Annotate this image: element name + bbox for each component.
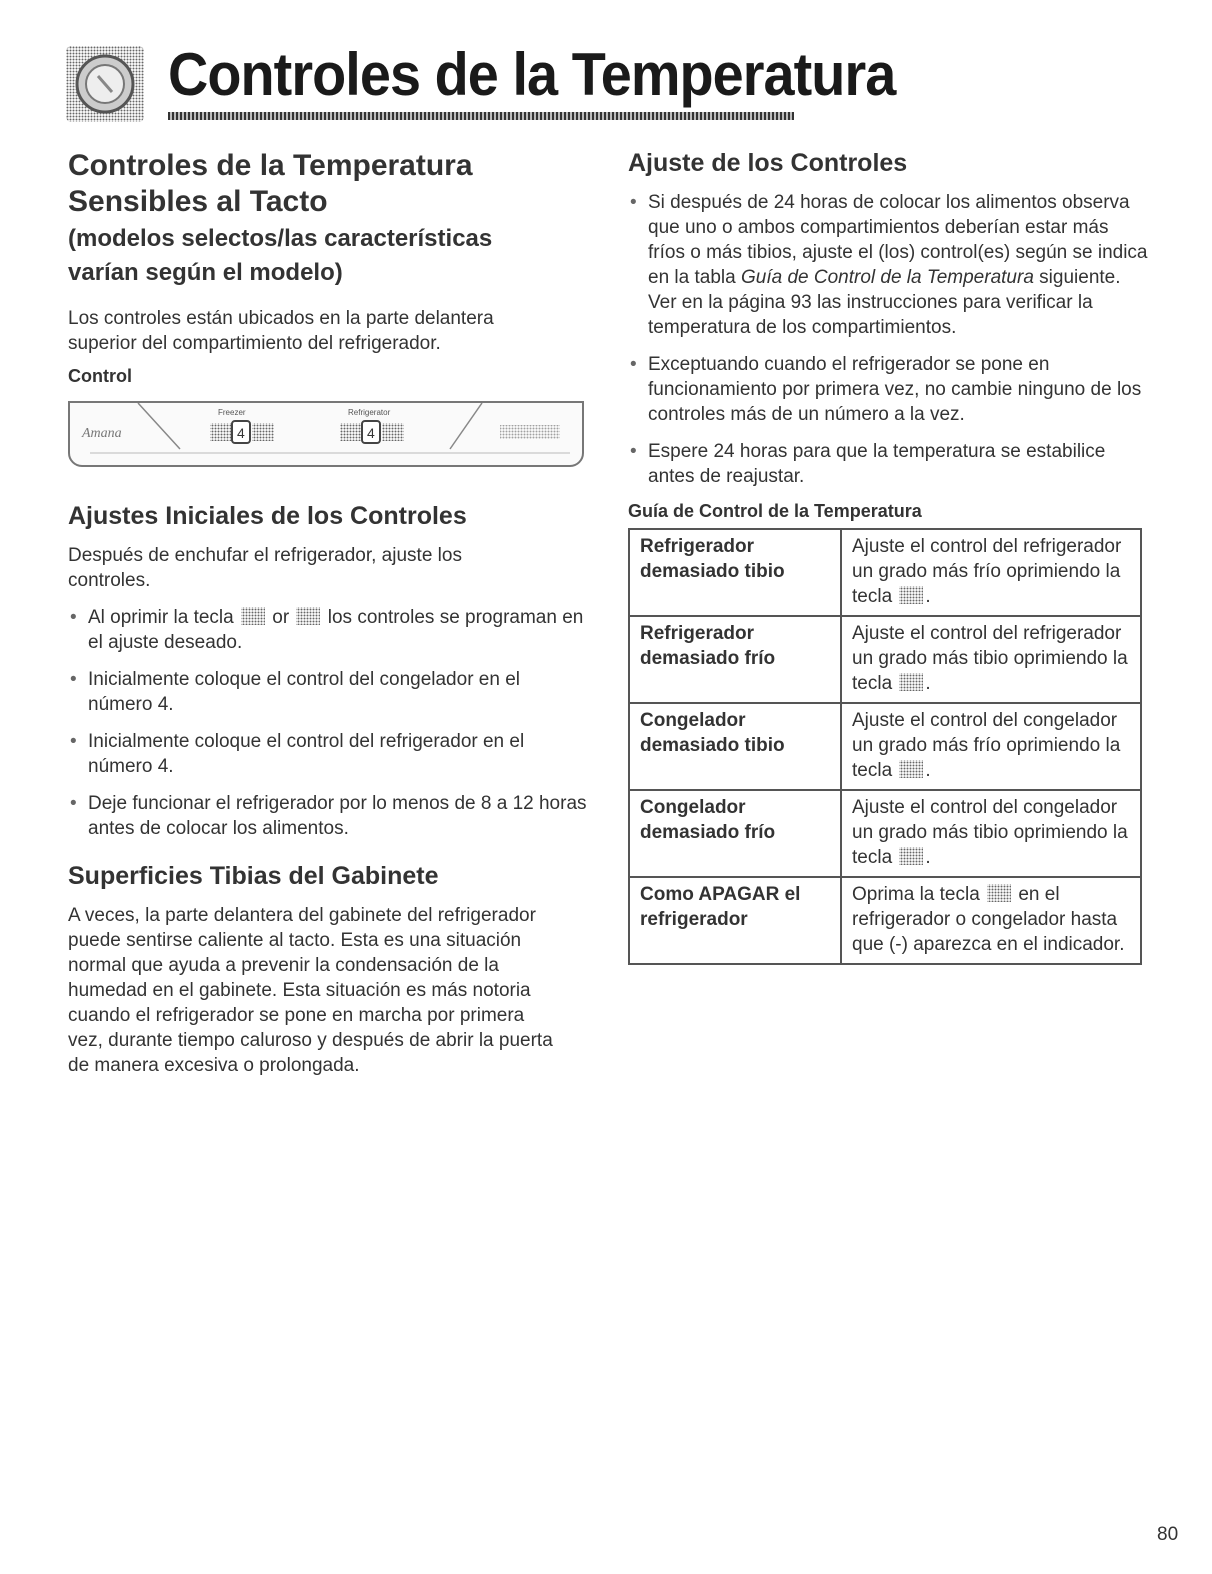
action-text: Ajuste el control del congelador un grado más frío oprimiendo la tecla <box>852 710 1121 781</box>
action-tail: . <box>925 673 931 694</box>
bullet1-text-a: Al oprimir la tecla <box>88 607 234 628</box>
list-item: • Inicialmente coloque el control del refrigerador en el número 4. <box>68 729 588 779</box>
table-row <box>629 529 1141 616</box>
initial-settings-intro: Después de enchufar el refrigerador, ajuste los controles. <box>68 545 462 591</box>
sub-heading-line1: (modelos selectos/las características <box>68 225 493 252</box>
warmer-key-icon <box>897 671 925 693</box>
action-tail: . <box>925 760 931 781</box>
dial-icon <box>66 46 144 122</box>
list-item: • Espere 24 horas para que la temperatura se estabilice antes de reajustar. <box>628 439 1148 489</box>
main-heading <box>68 148 588 220</box>
panel-freezer-value: 4 <box>237 425 245 441</box>
sub-heading-line2: varían según el modelo) <box>68 259 343 286</box>
bullet1-text-b: or <box>272 607 290 628</box>
bullet1-text-c: los controles se programan en el ajuste deseado. <box>88 607 584 653</box>
header-rule <box>168 112 794 120</box>
adjust-b1-text-a: Si después de 24 horas de colocar los alimentos observa que uno o ambos compartimientos deberían estar más fríos o más tibios, ajuste el (los) control(es) según se indica en la tabla <box>648 192 1148 288</box>
warmer-key-icon <box>897 845 925 867</box>
list-item <box>628 190 1148 340</box>
adjust-heading: Ajuste de los Controles <box>628 149 908 177</box>
initial-settings-list <box>68 605 588 841</box>
table-cell-condition: Congelador demasiado frío <box>629 790 841 877</box>
adjust-b1-italic: Guía de Control de la Temperatura <box>740 267 1034 288</box>
sub-heading <box>68 222 588 290</box>
temperature-guide-table <box>628 528 1142 965</box>
action-text-b: en el refrigerador o congelador hasta que (-) aparezca en el indicador. <box>852 884 1125 955</box>
table-cell-action <box>841 790 1141 877</box>
warmer-key-icon <box>239 605 267 627</box>
list-item: • Inicialmente coloque el control del congelador en el número 4. <box>68 667 588 717</box>
colder-key-icon <box>897 758 925 780</box>
intro-text: Los controles están ubicados en la parte delantera superior del compartimiento del refrigerador. <box>68 308 494 354</box>
warm-surfaces-heading: Superficies Tibias del Gabinete <box>68 862 439 890</box>
main-heading-line1: Controles de la Temperatura <box>68 149 473 182</box>
colder-key-icon <box>897 584 925 606</box>
table-row <box>629 703 1141 790</box>
table-cell-condition: Refrigerador demasiado tibio <box>629 529 841 616</box>
panel-refrigerator-value: 4 <box>367 425 375 441</box>
left-column <box>68 148 588 1078</box>
page-header <box>66 40 896 126</box>
action-tail: . <box>925 847 931 868</box>
right-column <box>628 148 1148 965</box>
action-text: Ajuste el control del refrigerador un grado más tibio oprimiendo la tecla <box>852 623 1128 694</box>
control-panel-illustration <box>68 401 584 467</box>
table-cell-action <box>841 703 1141 790</box>
table-row <box>629 616 1141 703</box>
action-tail: . <box>925 586 931 607</box>
svg-text:Amana: Amana <box>82 426 122 441</box>
main-heading-line2: Sensibles al Tacto <box>68 185 328 218</box>
initial-settings-heading: Ajustes Iniciales de los Controles <box>68 502 467 530</box>
panel-refrigerator-label: Refrigerator <box>348 408 391 417</box>
table-cell-action <box>841 616 1141 703</box>
table-cell-condition: Congelador demasiado tibio <box>629 703 841 790</box>
control-label: Control <box>68 366 132 386</box>
warm-surfaces-text: A veces, la parte delantera del gabinete del refrigerador puede sentirse caliente al tacto. Esta es una situación normal que ayuda a prevenir la condensación de la humedad en el gabinete. Esta situación es más notoria cuando el refrigerador se pone en marcha por primera vez, durante tiempo caluroso y después de abrir la puerta de manera excesiva o prolongada. <box>68 905 553 1076</box>
page-number: 80 <box>1157 1524 1179 1545</box>
list-item <box>68 605 588 655</box>
table-cell-action <box>841 877 1141 964</box>
table-cell-action <box>841 529 1141 616</box>
list-item: • Deje funcionar el refrigerador por lo menos de 8 a 12 horas antes de colocar los alimentos. <box>68 791 588 841</box>
table-cell-condition: Refrigerador demasiado frío <box>629 616 841 703</box>
list-item: • Exceptuando cuando el refrigerador se pone en funcionamiento por primera vez, no cambie ninguno de los controles más de un número a la vez. <box>628 352 1148 427</box>
table-title: Guía de Control de la Temperatura <box>628 501 922 521</box>
table-row <box>629 790 1141 877</box>
table-cell-condition: Como APAGAR el refrigerador <box>629 877 841 964</box>
colder-key-icon <box>294 605 322 627</box>
panel-freezer-label: Freezer <box>218 408 246 417</box>
page-title: Controles de la Temperatura <box>168 41 896 108</box>
adjust-b1-text-b: siguiente. Ver en la página 93 las instrucciones para verificar la temperatura de los compartimientos. <box>648 267 1121 338</box>
adjust-list <box>628 190 1148 489</box>
warmer-key-icon <box>985 882 1013 904</box>
action-text: Ajuste el control del refrigerador un grado más frío oprimiendo la tecla <box>852 536 1122 607</box>
table-row <box>629 877 1141 964</box>
action-text-a: Oprima la tecla <box>852 884 980 905</box>
action-text: Ajuste el control del congelador un grado más tibio oprimiendo la tecla <box>852 797 1128 868</box>
